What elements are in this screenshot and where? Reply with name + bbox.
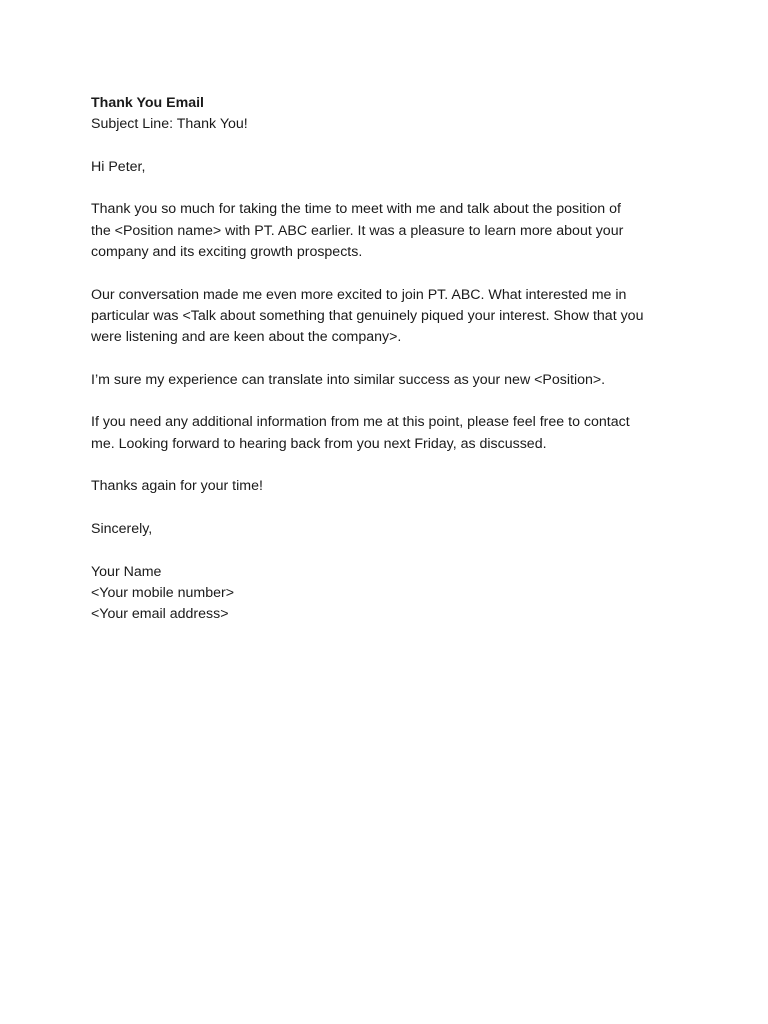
paragraph-line: I’m sure my experience can translate into similar success as your new <Position>.	[91, 371, 606, 388]
paragraph-closing	[91, 519, 691, 540]
paragraph-contact	[91, 412, 691, 455]
paragraph-experience	[91, 370, 691, 391]
paragraph-conversation	[91, 285, 691, 349]
paragraph-line: If you need any additional information from me at this point, please feel free to contact	[91, 414, 630, 431]
signature-mobile: <Your mobile number>	[91, 584, 235, 601]
paragraph-line: were listening and are keen about the company>.	[91, 329, 402, 346]
paragraph-thanks	[91, 476, 691, 497]
paragraph-line: company and its exciting growth prospects.	[91, 244, 363, 261]
spacer	[91, 136, 691, 157]
subject-line: Subject Line: Thank You!	[91, 116, 248, 133]
thanks-line: Thanks again for your time!	[91, 478, 263, 495]
paragraph-line: the <Position name> with PT. ABC earlier. It was a pleasure to learn more about your	[91, 222, 624, 239]
paragraph-line: Thank you so much for taking the time to meet with me and talk about the position of	[91, 201, 621, 218]
closing-line: Sincerely,	[91, 520, 153, 537]
spacer	[91, 178, 691, 199]
paragraph-line: particular was <Talk about something that genuinely piqued your interest. Show that you	[91, 307, 644, 324]
signature-name: Your Name	[91, 563, 162, 580]
paragraph-thank-you	[91, 199, 691, 263]
signature-email: <Your email address>	[91, 606, 229, 623]
paragraph-line: me. Looking forward to hearing back from you next Friday, as discussed.	[91, 435, 547, 452]
signature-block	[91, 562, 691, 626]
paragraph-line: Our conversation made me even more excited to join PT. ABC. What interested me in	[91, 286, 627, 303]
email-body	[91, 93, 691, 647]
document-title: Thank You Email	[91, 95, 205, 111]
greeting: Hi Peter,	[91, 158, 146, 175]
